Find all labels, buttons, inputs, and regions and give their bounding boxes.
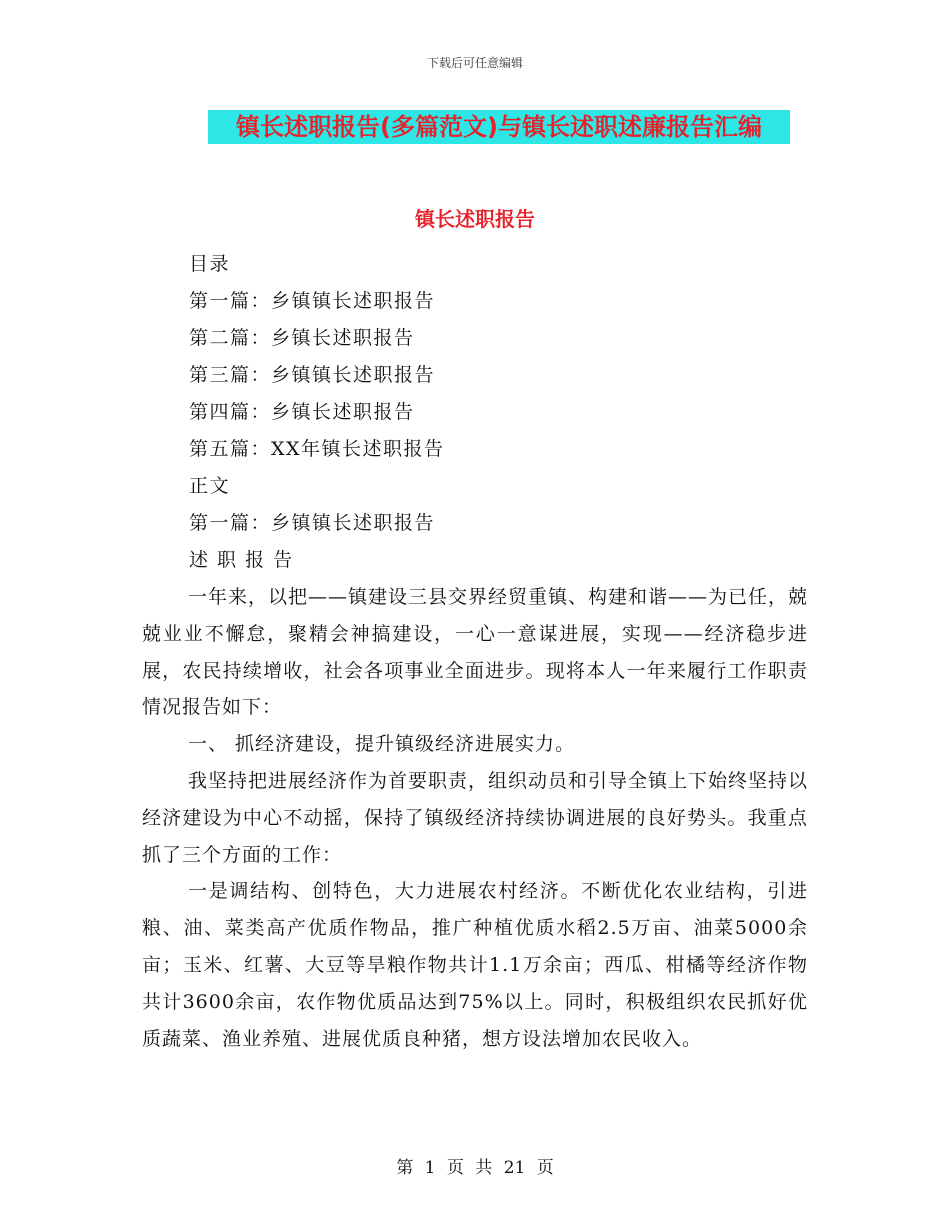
toc-line: 第五篇：XX年镇长述职报告 (189, 438, 445, 460)
body-paragraph: 我坚持把进展经济作为首要职责，组织动员和引导全镇上下始终坚持以经济建设为中心不动摇，保持了镇级经济持续协调进展的良好势头。我重点抓了三个方面的工作： (142, 769, 809, 866)
toc-line: 述 职 报 告 (189, 549, 294, 571)
page-number: 第 1 页 共 21 页 (396, 1158, 554, 1178)
header-note: 下载后可任意编辑 (426, 56, 523, 70)
document-title: 镇长述职报告(多篇范文)与镇长述职述廉报告汇编 (208, 110, 790, 144)
toc-line: 第四篇：乡镇长述职报告 (189, 401, 415, 423)
table-of-contents (189, 246, 809, 579)
toc-line: 目录 (189, 253, 231, 275)
toc-line: 第一篇：乡镇镇长述职报告 (189, 512, 436, 534)
body-paragraph: 一是调结构、创特色，大力进展农村经济。不断优化农业结构，引进粮、油、菜类高产优质作物品，推广种植优质水稻2.5万亩、油菜5000余亩；玉米、红薯、大豆等旱粮作物共计1.1万余亩；西瓜、柑橘等经济作物共计3600余亩，农作物优质品达到75%以上。同时，积极组织农民抓好优质蔬菜、渔业养殖、进展优质良种猪，想方设法增加农民收入。 (142, 880, 808, 1050)
body-paragraph: 一年来，以把——镇建设三县交界经贸重镇、构建和谐——为已任，兢兢业业不懈怠，聚精会神搞建设，一心一意谋进展，实现——经济稳步进展，农民持续增收，社会各项事业全面进步。现将本人一年来履行工作职责情况报告如下： (142, 586, 809, 719)
toc-line: 正文 (189, 475, 231, 497)
report-body (142, 579, 808, 1057)
toc-line: 第一篇：乡镇镇长述职报告 (189, 290, 436, 312)
body-paragraph: 一、 抓经济建设，提升镇级经济进展实力。 (188, 733, 576, 756)
toc-line: 第二篇：乡镇长述职报告 (189, 327, 415, 349)
section-title: 镇长述职报告 (415, 207, 535, 231)
toc-line: 第三篇：乡镇镇长述职报告 (189, 364, 436, 386)
